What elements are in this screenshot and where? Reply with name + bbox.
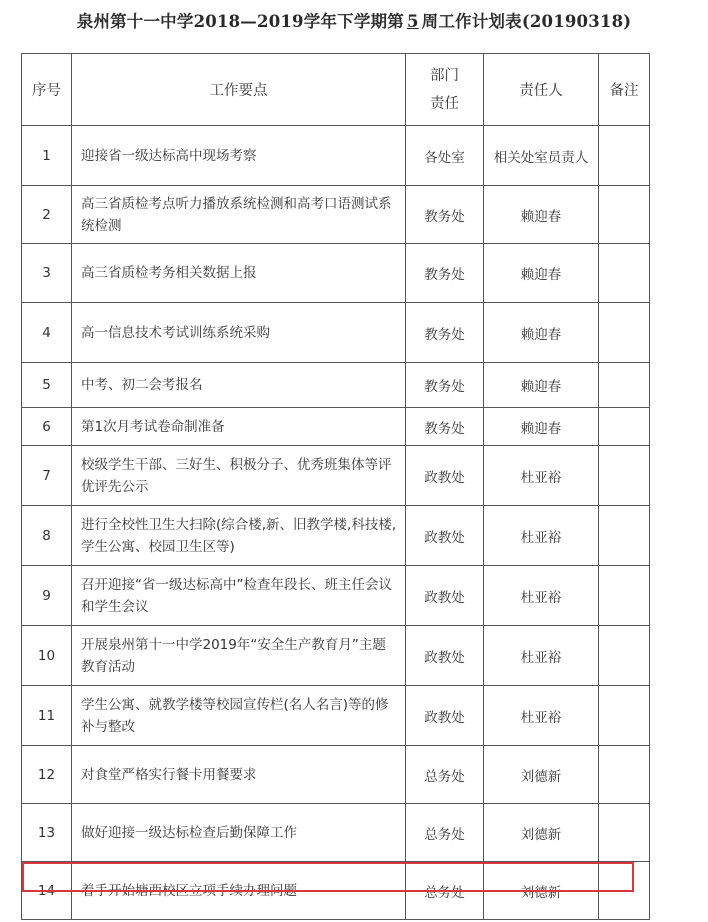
row-person: 杜亚裕 (484, 686, 599, 746)
row-no: 13 (22, 804, 72, 862)
row-person: 刘德新 (484, 862, 599, 920)
row-person: 赖迎春 (484, 408, 599, 446)
table-row (22, 126, 650, 186)
header-task: 工作要点 (72, 54, 406, 126)
title-week-number: 5 (406, 12, 419, 31)
row-task: 高一信息技术考试训练系统采购 (72, 303, 406, 363)
row-dept: 总务处 (406, 804, 484, 862)
row-no: 4 (22, 303, 72, 363)
row-no: 9 (22, 566, 72, 626)
row-task: 召开迎接“省一级达标高中”检查年段长、班主任会议和学生会议 (72, 566, 406, 626)
row-note (599, 686, 650, 746)
row-person: 刘德新 (484, 804, 599, 862)
table-row (22, 446, 650, 506)
row-note (599, 126, 650, 186)
row-note (599, 506, 650, 566)
row-person: 赖迎春 (484, 303, 599, 363)
table-header-row (22, 54, 650, 126)
table-row (22, 566, 650, 626)
row-no: 3 (22, 244, 72, 303)
title-prefix: 泉州第十一中学2018—2019学年下学期第 (76, 12, 404, 31)
row-task: 进行全校性卫生大扫除(综合楼,新、旧教学楼,科技楼,学生公寓、校园卫生区等) (72, 506, 406, 566)
row-task: 学生公寓、就教学楼等校园宣传栏(名人名言)等的修补与整改 (72, 686, 406, 746)
row-task: 做好迎接一级达标检查后勤保障工作 (72, 804, 406, 862)
row-dept: 教务处 (406, 303, 484, 363)
header-dept (406, 54, 484, 126)
row-dept: 教务处 (406, 186, 484, 244)
row-person: 赖迎春 (484, 244, 599, 303)
row-no: 14 (22, 862, 72, 920)
header-no: 序号 (22, 54, 72, 126)
header-note: 备注 (599, 54, 650, 126)
row-no: 10 (22, 626, 72, 686)
header-person: 责任人 (484, 54, 599, 126)
row-no: 1 (22, 126, 72, 186)
row-task: 中考、初二会考报名 (72, 363, 406, 408)
row-no: 2 (22, 186, 72, 244)
row-no: 8 (22, 506, 72, 566)
header-dept-line2: 责任 (430, 95, 459, 112)
table-row (22, 686, 650, 746)
table-row (22, 186, 650, 244)
table-row (22, 303, 650, 363)
table-row (22, 244, 650, 303)
row-dept: 教务处 (406, 244, 484, 303)
row-note (599, 626, 650, 686)
row-person: 杜亚裕 (484, 626, 599, 686)
row-person: 刘德新 (484, 746, 599, 804)
row-task: 开展泉州第十一中学2019年“安全生产教育月”主题教育活动 (72, 626, 406, 686)
row-note (599, 303, 650, 363)
row-dept: 教务处 (406, 408, 484, 446)
row-person: 赖迎春 (484, 363, 599, 408)
header-dept-line1: 部门 (430, 67, 459, 84)
table-row (22, 408, 650, 446)
row-task: 对食堂严格实行餐卡用餐要求 (72, 746, 406, 804)
row-dept: 政教处 (406, 446, 484, 506)
row-no: 6 (22, 408, 72, 446)
row-person: 杜亚裕 (484, 506, 599, 566)
row-person: 赖迎春 (484, 186, 599, 244)
row-note (599, 363, 650, 408)
title-suffix: 周工作计划表(20190318) (421, 12, 632, 31)
row-dept: 各处室 (406, 126, 484, 186)
row-dept: 总务处 (406, 862, 484, 920)
row-no: 5 (22, 363, 72, 408)
row-person: 相关处室员责人 (484, 126, 599, 186)
table-row (22, 746, 650, 804)
row-no: 11 (22, 686, 72, 746)
table-row (22, 363, 650, 408)
row-dept: 政教处 (406, 626, 484, 686)
table-row (22, 506, 650, 566)
row-task: 高三省质检考务相关数据上报 (72, 244, 406, 303)
row-person: 杜亚裕 (484, 446, 599, 506)
row-dept: 政教处 (406, 686, 484, 746)
row-note (599, 566, 650, 626)
highlight-box (22, 862, 634, 892)
work-plan-table (21, 53, 650, 920)
row-note (599, 804, 650, 862)
row-task: 着手开始塘西校区立项手续办理问题 (72, 862, 406, 920)
row-task: 第1次月考试卷命制准备 (72, 408, 406, 446)
row-no: 7 (22, 446, 72, 506)
row-no: 12 (22, 746, 72, 804)
row-person: 杜亚裕 (484, 566, 599, 626)
row-dept: 政教处 (406, 566, 484, 626)
row-note (599, 244, 650, 303)
row-task: 迎接省一级达标高中现场考察 (72, 126, 406, 186)
row-note (599, 746, 650, 804)
row-note (599, 186, 650, 244)
row-note (599, 408, 650, 446)
row-task: 校级学生干部、三好生、积极分子、优秀班集体等评优评先公示 (72, 446, 406, 506)
row-note (599, 446, 650, 506)
table-row (22, 626, 650, 686)
page-title (0, 8, 708, 32)
table-row (22, 804, 650, 862)
row-dept: 政教处 (406, 506, 484, 566)
row-dept: 教务处 (406, 363, 484, 408)
row-task: 高三省质检考点听力播放系统检测和高考口语测试系统检测 (72, 186, 406, 244)
row-dept: 总务处 (406, 746, 484, 804)
